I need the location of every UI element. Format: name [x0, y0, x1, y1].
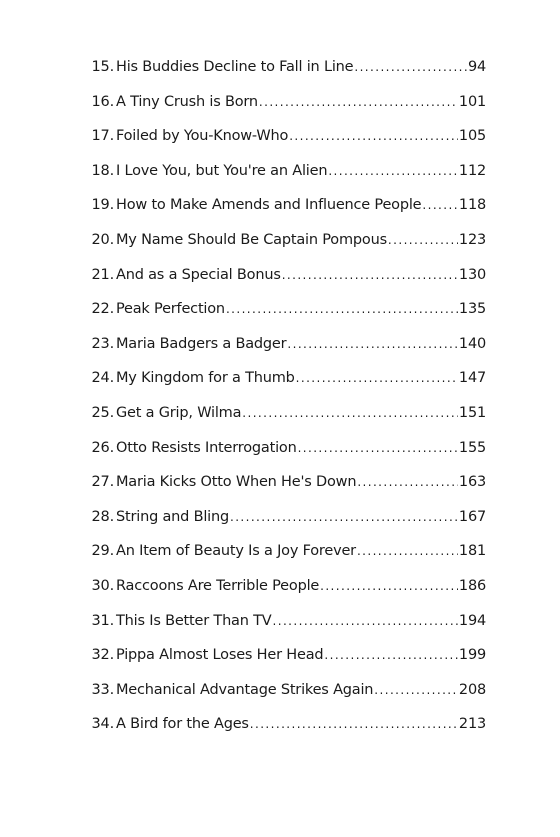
page-number: 94 — [467, 59, 486, 75]
page-number: 155 — [458, 439, 486, 456]
dot-leader — [250, 717, 458, 731]
dot-leader — [230, 510, 458, 524]
page-number: 105 — [458, 128, 486, 145]
page-number: 112 — [458, 162, 486, 179]
dot-leader — [422, 198, 458, 212]
chapter-title: My Name Should Be Captain Pompous — [116, 231, 387, 248]
chapter-title: A Bird for the Ages — [116, 716, 249, 733]
chapter-title: My Kingdom for a Thumb — [116, 370, 295, 387]
chapter-title: Get a Grip, Wilma — [116, 404, 242, 421]
chapter-title: Otto Resists Interrogation — [116, 439, 297, 456]
page-number: 186 — [458, 577, 486, 594]
toc-entry — [78, 163, 486, 198]
chapter-number: 26. — [91, 439, 114, 456]
dot-leader — [354, 60, 467, 74]
page-number: 130 — [458, 266, 486, 283]
toc-entry — [78, 440, 486, 475]
page-number: 151 — [458, 404, 486, 421]
chapter-title: A Tiny Crush is Born — [116, 93, 258, 110]
dot-leader — [259, 95, 458, 109]
chapter-number: 32. — [91, 647, 114, 664]
chapter-number: 22. — [91, 301, 114, 318]
chapter-title: How to Make Amends and Influence People — [116, 197, 422, 214]
chapter-title: Raccoons Are Terrible People — [116, 577, 320, 594]
chapter-number: 27. — [91, 474, 114, 491]
toc-entry — [78, 682, 486, 717]
chapter-number: 19. — [91, 197, 114, 214]
chapter-title: And as a Special Bonus — [116, 266, 281, 283]
toc-entry — [78, 474, 486, 509]
dot-leader — [226, 302, 458, 316]
page-number: 199 — [458, 647, 486, 664]
chapter-number: 25. — [91, 404, 114, 421]
chapter-title: This Is Better Than TV — [116, 612, 272, 629]
dot-leader — [374, 683, 458, 697]
chapter-number: 31. — [91, 612, 114, 629]
page-number: 147 — [458, 370, 486, 387]
dot-leader — [324, 648, 458, 662]
chapter-number: 23. — [91, 335, 114, 352]
chapter-title: His Buddies Decline to Fall in Line — [116, 59, 354, 75]
toc-entry — [78, 197, 486, 232]
toc-entry — [78, 232, 486, 267]
dot-leader — [282, 268, 458, 282]
toc-entry — [78, 405, 486, 440]
dot-leader — [357, 544, 458, 558]
toc-entry — [78, 94, 486, 129]
chapter-number: 24. — [91, 370, 114, 387]
dot-leader — [296, 371, 458, 385]
chapter-number: 28. — [91, 508, 114, 525]
toc-entry — [78, 578, 486, 613]
chapter-title: Mechanical Advantage Strikes Again — [116, 681, 374, 698]
chapter-number: 16. — [91, 93, 114, 110]
toc-entry — [78, 267, 486, 302]
chapter-number: 20. — [91, 231, 114, 248]
page-number: 167 — [458, 508, 486, 525]
chapter-title: An Item of Beauty Is a Joy Forever — [116, 543, 356, 560]
toc-entry — [78, 128, 486, 163]
chapter-number: 34. — [91, 716, 114, 733]
chapter-number: 18. — [91, 162, 114, 179]
chapter-number: 15. — [91, 59, 114, 75]
page-number: 123 — [458, 231, 486, 248]
dot-leader — [320, 579, 458, 593]
chapter-title: Maria Badgers a Badger — [116, 335, 287, 352]
chapter-title: String and Bling — [116, 508, 229, 525]
toc-entry — [78, 59, 486, 94]
chapter-title: I Love You, but You're an Alien — [116, 162, 328, 179]
toc-entry — [78, 613, 486, 648]
toc-entry — [78, 543, 486, 578]
page-number: 118 — [458, 197, 486, 214]
chapter-title: Pippa Almost Loses Her Head — [116, 647, 324, 664]
chapter-number: 29. — [91, 543, 114, 560]
dot-leader — [242, 406, 458, 420]
chapter-number: 30. — [91, 577, 114, 594]
table-of-contents — [78, 59, 486, 751]
dot-leader — [298, 441, 458, 455]
page-number: 213 — [458, 716, 486, 733]
page-number: 140 — [458, 335, 486, 352]
chapter-title: Maria Kicks Otto When He's Down — [116, 474, 357, 491]
chapter-number: 33. — [91, 681, 114, 698]
toc-entry — [78, 509, 486, 544]
page-number: 135 — [458, 301, 486, 318]
chapter-title: Peak Perfection — [116, 301, 225, 318]
dot-leader — [289, 129, 458, 143]
page-number: 194 — [458, 612, 486, 629]
dot-leader — [388, 233, 458, 247]
dot-leader — [357, 475, 458, 489]
chapter-number: 21. — [91, 266, 114, 283]
chapter-number: 17. — [91, 128, 114, 145]
dot-leader — [273, 614, 458, 628]
page-number: 163 — [458, 474, 486, 491]
page-number: 208 — [458, 681, 486, 698]
dot-leader — [287, 337, 458, 351]
chapter-title: Foiled by You-Know-Who — [116, 128, 289, 145]
dot-leader — [328, 164, 458, 178]
page-number: 101 — [458, 93, 486, 110]
page-number: 181 — [458, 543, 486, 560]
toc-entry — [78, 647, 486, 682]
toc-entry — [78, 301, 486, 336]
toc-entry — [78, 716, 486, 751]
toc-entry — [78, 336, 486, 371]
toc-entry — [78, 370, 486, 405]
